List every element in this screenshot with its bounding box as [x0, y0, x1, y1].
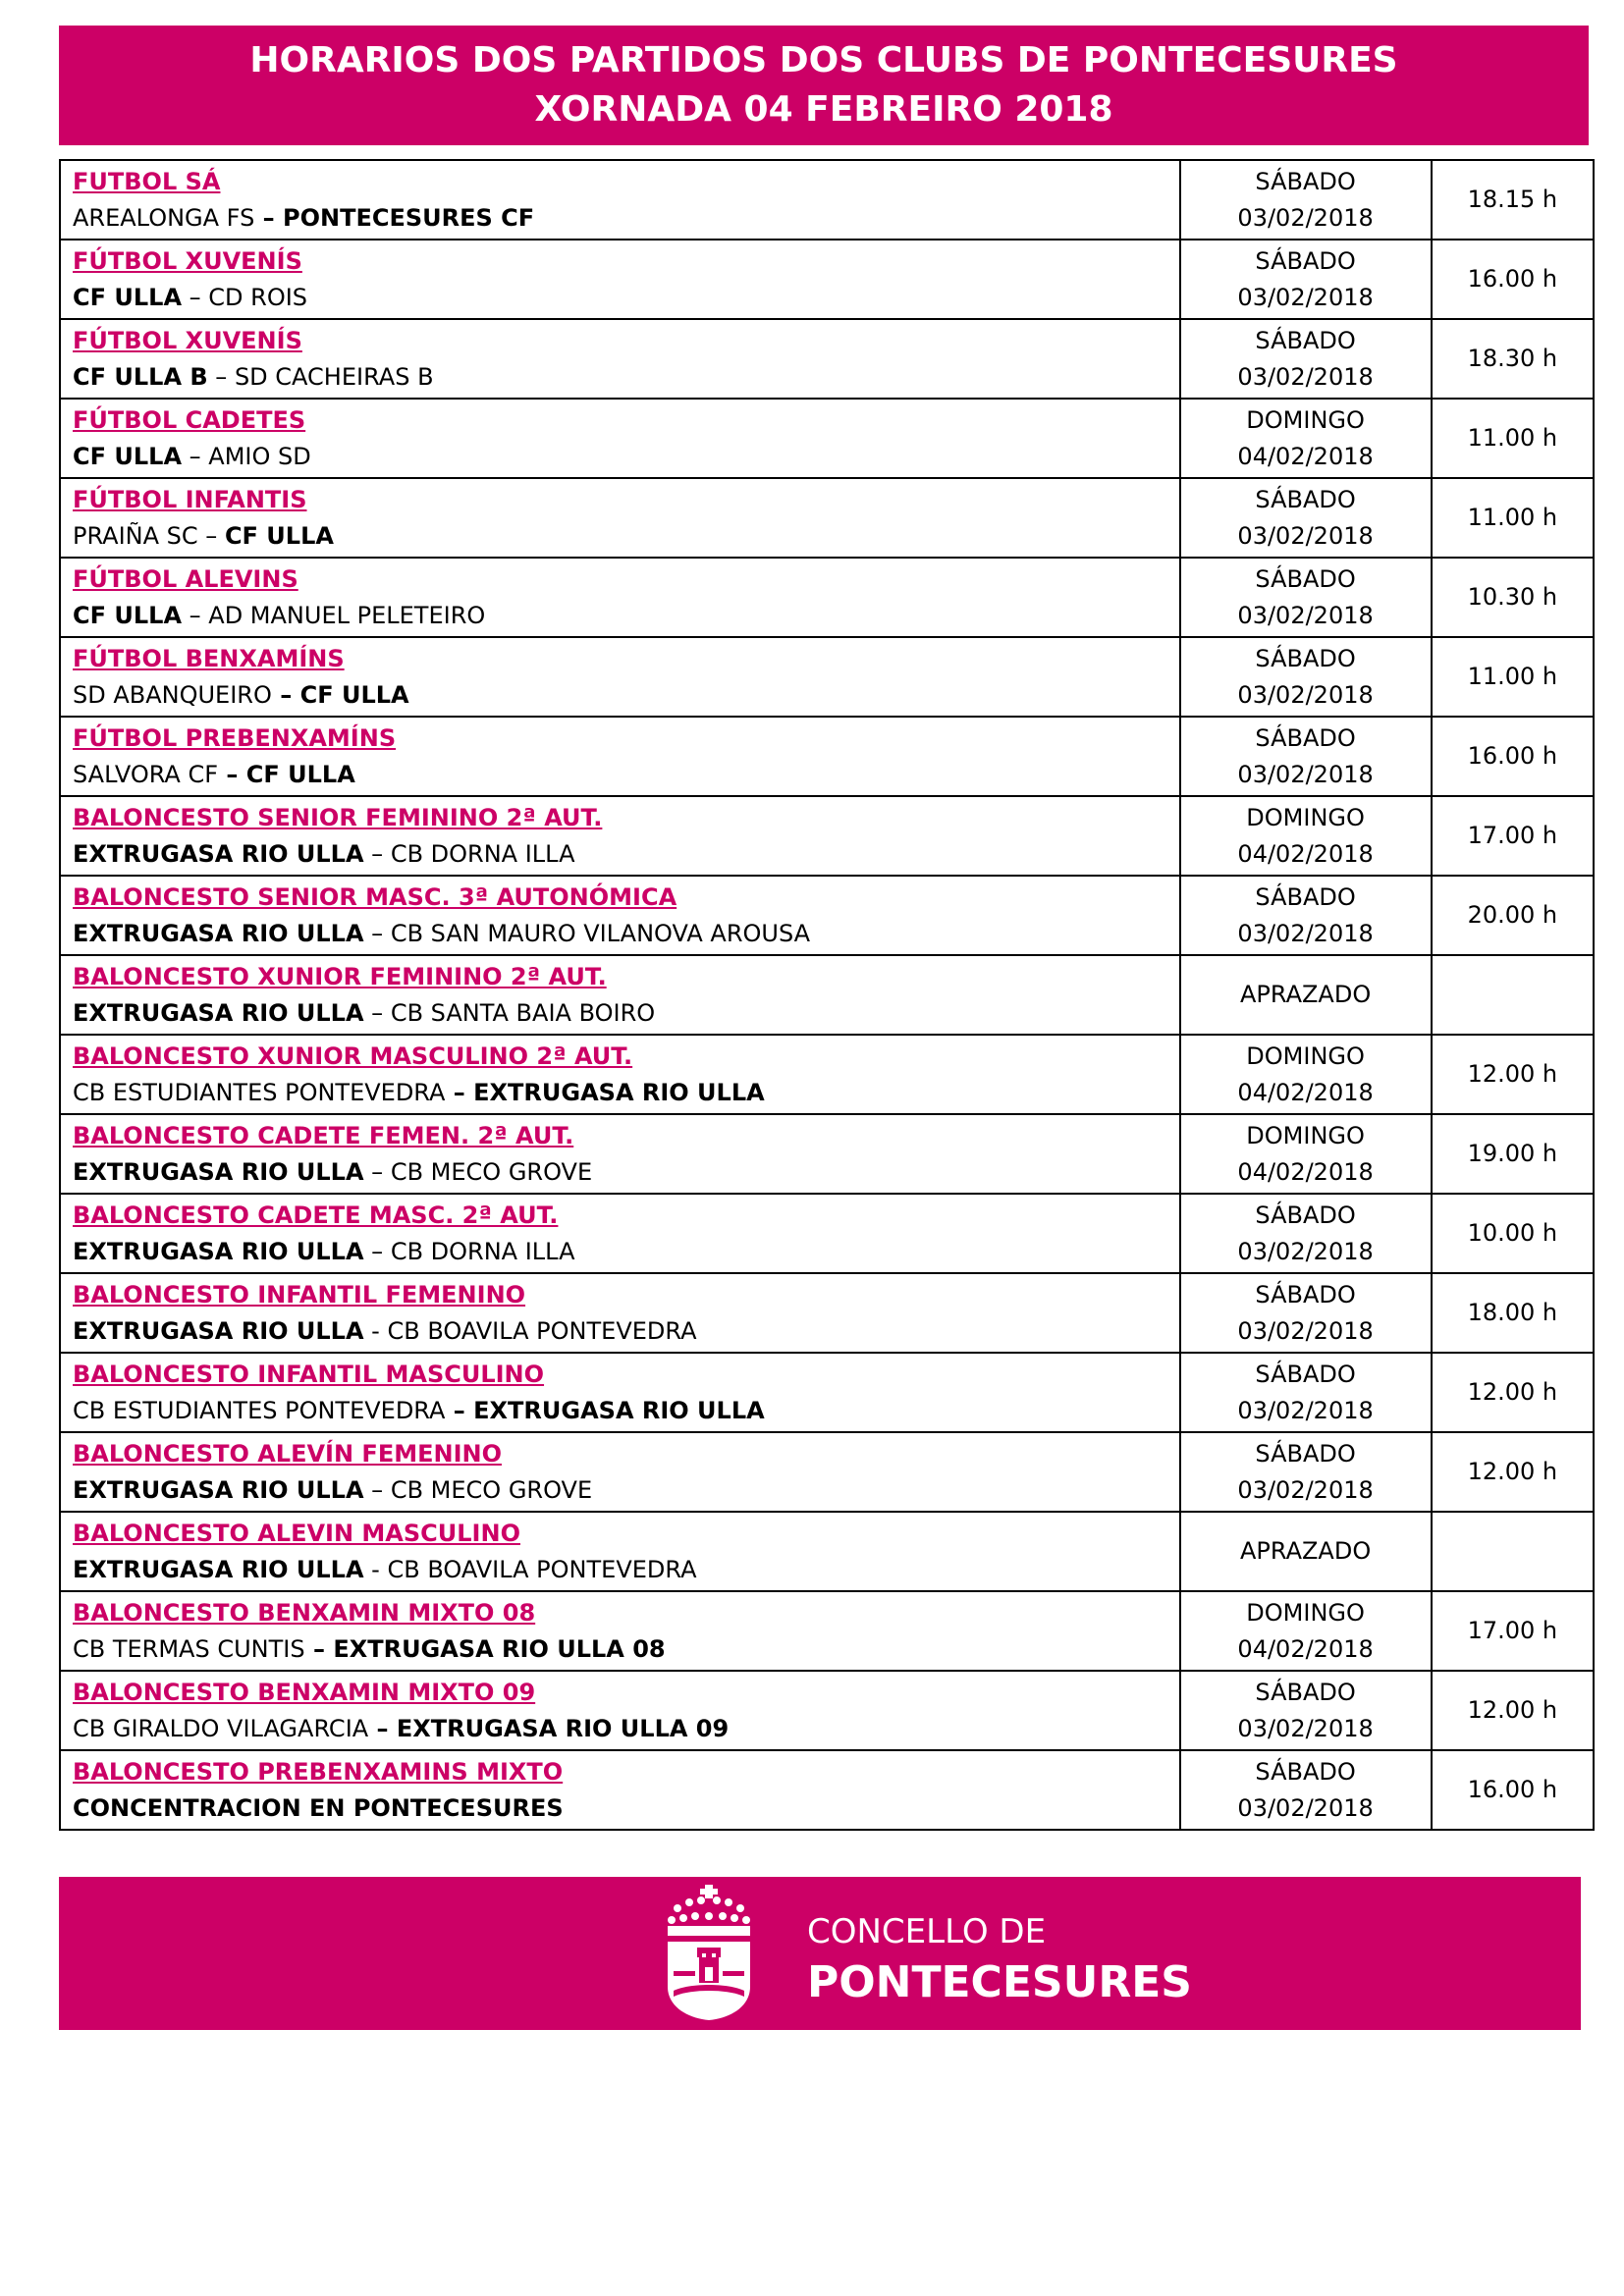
table-row — [60, 1353, 1594, 1432]
match-time: 20.00 h — [1432, 876, 1594, 955]
match-teams — [73, 1631, 1167, 1668]
team-segment: EXTRUGASA RIO ULLA — [473, 1396, 765, 1424]
team-segment: – — [363, 1475, 391, 1504]
team-segment: – — [254, 203, 284, 232]
team-segment: – — [271, 680, 300, 709]
team-segment: – — [207, 362, 235, 391]
match-cell — [60, 478, 1180, 558]
match-date: 03/02/2018 — [1237, 919, 1374, 947]
match-time — [1432, 1512, 1594, 1591]
table-row — [60, 1114, 1594, 1194]
team-segment: EXTRUGASA RIO ULLA — [73, 1316, 364, 1345]
match-date: 03/02/2018 — [1237, 1237, 1374, 1265]
table-row — [60, 876, 1594, 955]
match-teams — [73, 995, 1167, 1032]
match-category: FÚTBOL BENXAMÍNS — [73, 644, 345, 672]
match-category: FÚTBOL PREBENXAMÍNS — [73, 723, 397, 752]
match-cell — [60, 1432, 1180, 1512]
match-teams — [73, 439, 1167, 475]
match-cell — [60, 558, 1180, 637]
team-segment: SALVORA CF — [73, 760, 219, 788]
day-cell — [1180, 1432, 1432, 1512]
match-day: DOMINGO — [1246, 803, 1365, 831]
table-row — [60, 717, 1594, 796]
match-cell — [60, 1035, 1180, 1114]
match-time: 12.00 h — [1432, 1432, 1594, 1512]
team-segment: CB ESTUDIANTES PONTEVEDRA — [73, 1396, 446, 1424]
team-segment: CB MECO GROVE — [390, 1475, 593, 1504]
day-cell — [1180, 876, 1432, 955]
match-date: 04/02/2018 — [1237, 1157, 1374, 1186]
match-date: 04/02/2018 — [1237, 1078, 1374, 1106]
team-segment: CB GIRALDO VILAGARCIA — [73, 1714, 369, 1742]
day-cell — [1180, 717, 1432, 796]
team-segment: – — [363, 998, 391, 1027]
day-cell — [1180, 1591, 1432, 1671]
match-date: 03/02/2018 — [1237, 1396, 1374, 1424]
table-row — [60, 399, 1594, 478]
match-day: APRAZADO — [1239, 1537, 1372, 1565]
match-teams — [73, 836, 1167, 873]
table-row — [60, 1194, 1594, 1273]
match-teams — [73, 518, 1167, 555]
table-row — [60, 1432, 1594, 1512]
match-time: 16.00 h — [1432, 717, 1594, 796]
team-segment: EXTRUGASA RIO ULLA — [73, 839, 364, 868]
match-date: 03/02/2018 — [1237, 283, 1374, 311]
match-time: 11.00 h — [1432, 399, 1594, 478]
match-day: SÁBADO — [1255, 1439, 1356, 1468]
match-date: 03/02/2018 — [1237, 203, 1374, 232]
match-day: SÁBADO — [1255, 1360, 1356, 1388]
table-row — [60, 1035, 1594, 1114]
team-segment: – — [368, 1714, 397, 1742]
match-teams — [73, 200, 1167, 237]
match-cell — [60, 399, 1180, 478]
match-cell — [60, 240, 1180, 319]
match-category: BALONCESTO INFANTIL MASCULINO — [73, 1360, 545, 1388]
match-category: BALONCESTO SENIOR MASC. 3ª AUTONÓMICA — [73, 882, 677, 911]
team-segment: SD ABANQUEIRO — [73, 680, 272, 709]
match-cell — [60, 717, 1180, 796]
match-day: SÁBADO — [1255, 644, 1356, 672]
match-category: FÚTBOL ALEVINS — [73, 564, 298, 593]
match-category: BALONCESTO SENIOR FEMININO 2ª AUT. — [73, 803, 603, 831]
team-segment: CB DORNA ILLA — [390, 839, 575, 868]
day-cell — [1180, 637, 1432, 717]
match-cell — [60, 1750, 1180, 1830]
match-time: 12.00 h — [1432, 1353, 1594, 1432]
match-time: 11.00 h — [1432, 637, 1594, 717]
team-segment: CF ULLA — [224, 521, 334, 550]
match-day: SÁBADO — [1255, 1201, 1356, 1229]
match-category: BALONCESTO PREBENXAMINS MIXTO — [73, 1757, 564, 1786]
match-day: SÁBADO — [1255, 1280, 1356, 1308]
team-segment: CB SANTA BAIA BOIRO — [390, 998, 656, 1027]
team-segment: EXTRUGASA RIO ULLA — [73, 1475, 364, 1504]
day-cell — [1180, 319, 1432, 399]
match-category: BALONCESTO BENXAMIN MIXTO 08 — [73, 1598, 536, 1627]
match-cell — [60, 319, 1180, 399]
team-segment: EXTRUGASA RIO ULLA 08 — [333, 1634, 666, 1663]
match-date: 03/02/2018 — [1237, 601, 1374, 629]
team-segment: CF ULLA — [73, 442, 183, 470]
match-time: 19.00 h — [1432, 1114, 1594, 1194]
day-cell — [1180, 1671, 1432, 1750]
match-date: 03/02/2018 — [1237, 1475, 1374, 1504]
municipal-crest-icon — [660, 1885, 758, 2022]
match-time: 10.00 h — [1432, 1194, 1594, 1273]
match-cell — [60, 1194, 1180, 1273]
match-day: SÁBADO — [1255, 1757, 1356, 1786]
match-category: BALONCESTO ALEVÍN FEMENINO — [73, 1439, 502, 1468]
match-date: 04/02/2018 — [1237, 442, 1374, 470]
day-cell — [1180, 1353, 1432, 1432]
match-time: 17.00 h — [1432, 1591, 1594, 1671]
day-cell — [1180, 955, 1432, 1035]
match-cell — [60, 160, 1180, 240]
match-category: BALONCESTO ALEVIN MASCULINO — [73, 1519, 520, 1547]
match-category: BALONCESTO XUNIOR FEMININO 2ª AUT. — [73, 962, 607, 990]
team-segment: – — [182, 601, 209, 629]
team-segment: CB MECO GROVE — [390, 1157, 593, 1186]
day-cell — [1180, 1512, 1432, 1591]
table-row — [60, 240, 1594, 319]
match-time: 10.30 h — [1432, 558, 1594, 637]
match-date: 03/02/2018 — [1237, 760, 1374, 788]
match-day: DOMINGO — [1246, 1041, 1365, 1070]
table-row — [60, 1273, 1594, 1353]
match-teams — [73, 677, 1167, 714]
footer-line-pontecesures: PONTECESURES — [807, 1957, 1192, 2007]
team-segment: – — [218, 760, 246, 788]
match-category: FÚTBOL CADETES — [73, 405, 306, 434]
match-category: BALONCESTO CADETE MASC. 2ª AUT. — [73, 1201, 559, 1229]
match-day: SÁBADO — [1255, 326, 1356, 354]
team-segment: CONCENTRACION EN PONTECESURES — [73, 1793, 564, 1822]
match-date: 03/02/2018 — [1237, 1793, 1374, 1822]
team-segment: AMIO SD — [208, 442, 311, 470]
team-segment: CF ULLA — [73, 283, 183, 311]
day-cell — [1180, 160, 1432, 240]
match-date: 03/02/2018 — [1237, 1714, 1374, 1742]
team-segment: CB SAN MAURO VILANOVA AROUSA — [390, 919, 811, 947]
match-teams — [73, 1711, 1167, 1747]
match-cell — [60, 955, 1180, 1035]
match-day: SÁBADO — [1255, 564, 1356, 593]
team-segment: EXTRUGASA RIO ULLA — [73, 1237, 364, 1265]
match-time: 12.00 h — [1432, 1035, 1594, 1114]
day-cell — [1180, 1750, 1432, 1830]
team-segment: EXTRUGASA RIO ULLA — [73, 1157, 364, 1186]
match-category: BALONCESTO XUNIOR MASCULINO 2ª AUT. — [73, 1041, 633, 1070]
match-day: SÁBADO — [1255, 246, 1356, 275]
table-row — [60, 1591, 1594, 1671]
team-segment: CB BOAVILA PONTEVEDRA — [387, 1555, 697, 1583]
table-row — [60, 478, 1594, 558]
match-cell — [60, 1671, 1180, 1750]
match-category: FÚTBOL INFANTIS — [73, 485, 307, 513]
team-segment: – — [182, 442, 209, 470]
match-day: DOMINGO — [1246, 1121, 1365, 1149]
team-segment: – — [363, 1157, 391, 1186]
match-date: 03/02/2018 — [1237, 521, 1374, 550]
table-row — [60, 1671, 1594, 1750]
match-day: SÁBADO — [1255, 167, 1356, 195]
match-cell — [60, 1591, 1180, 1671]
match-category: FUTBOL SÁ — [73, 167, 221, 195]
match-teams — [73, 1393, 1167, 1429]
match-teams — [73, 1075, 1167, 1111]
page-subtitle: XORNADA 04 FEBREIRO 2018 — [534, 89, 1113, 130]
match-teams — [73, 1790, 1167, 1827]
table-row — [60, 160, 1594, 240]
match-teams — [73, 280, 1167, 316]
match-day: DOMINGO — [1246, 1598, 1365, 1627]
table-row — [60, 955, 1594, 1035]
match-cell — [60, 796, 1180, 876]
day-cell — [1180, 558, 1432, 637]
match-day: APRAZADO — [1239, 981, 1372, 1008]
day-cell — [1180, 796, 1432, 876]
team-segment: - — [363, 1555, 388, 1583]
match-teams — [73, 359, 1167, 396]
match-date: 04/02/2018 — [1237, 839, 1374, 868]
match-schedule-table — [59, 159, 1595, 1831]
team-segment: – — [363, 839, 391, 868]
match-teams — [73, 757, 1167, 793]
match-category: BALONCESTO INFANTIL FEMENINO — [73, 1280, 526, 1308]
table-row — [60, 796, 1594, 876]
team-segment: EXTRUGASA RIO ULLA — [73, 919, 364, 947]
team-segment: AREALONGA FS — [73, 203, 255, 232]
team-segment: CF ULLA — [73, 601, 183, 629]
match-teams — [73, 916, 1167, 952]
team-segment: – — [197, 521, 225, 550]
match-day: SÁBADO — [1255, 882, 1356, 911]
table-row — [60, 1512, 1594, 1591]
match-day: SÁBADO — [1255, 485, 1356, 513]
table-row — [60, 1750, 1594, 1830]
match-teams — [73, 1154, 1167, 1191]
team-segment: CB ESTUDIANTES PONTEVEDRA — [73, 1078, 446, 1106]
page-header — [59, 26, 1589, 145]
team-segment: – — [182, 283, 209, 311]
day-cell — [1180, 1114, 1432, 1194]
match-cell — [60, 1353, 1180, 1432]
match-teams — [73, 1234, 1167, 1270]
team-segment: AD MANUEL PELETEIRO — [208, 601, 486, 629]
match-cell — [60, 1273, 1180, 1353]
match-time: 18.00 h — [1432, 1273, 1594, 1353]
team-segment: – — [304, 1634, 334, 1663]
team-segment: - — [363, 1316, 388, 1345]
match-category: BALONCESTO BENXAMIN MIXTO 09 — [73, 1678, 536, 1706]
match-time: 18.15 h — [1432, 160, 1594, 240]
match-category: FÚTBOL XUVENÍS — [73, 246, 302, 275]
table-row — [60, 558, 1594, 637]
match-day: SÁBADO — [1255, 723, 1356, 752]
match-time: 18.30 h — [1432, 319, 1594, 399]
match-date: 04/02/2018 — [1237, 1634, 1374, 1663]
day-cell — [1180, 1194, 1432, 1273]
team-segment: CB DORNA ILLA — [390, 1237, 575, 1265]
match-cell — [60, 1114, 1180, 1194]
match-day: SÁBADO — [1255, 1678, 1356, 1706]
team-segment: CD ROIS — [208, 283, 308, 311]
match-teams — [73, 1313, 1167, 1350]
match-cell — [60, 1512, 1180, 1591]
team-segment: – — [445, 1078, 474, 1106]
team-segment: EXTRUGASA RIO ULLA — [473, 1078, 765, 1106]
match-teams — [73, 1552, 1167, 1588]
team-segment: – — [363, 919, 391, 947]
match-cell — [60, 637, 1180, 717]
match-time: 16.00 h — [1432, 240, 1594, 319]
team-segment: CF ULLA B — [73, 362, 208, 391]
team-segment: CF ULLA — [245, 760, 355, 788]
team-segment: PONTECESURES CF — [283, 203, 535, 232]
team-segment: – — [363, 1237, 391, 1265]
match-cell — [60, 876, 1180, 955]
team-segment: CB BOAVILA PONTEVEDRA — [387, 1316, 697, 1345]
day-cell — [1180, 399, 1432, 478]
match-teams — [73, 598, 1167, 634]
match-teams — [73, 1472, 1167, 1509]
match-time — [1432, 955, 1594, 1035]
match-date: 03/02/2018 — [1237, 362, 1374, 391]
team-segment: EXTRUGASA RIO ULLA — [73, 998, 364, 1027]
team-segment: CB TERMAS CUNTIS — [73, 1634, 305, 1663]
day-cell — [1180, 1035, 1432, 1114]
day-cell — [1180, 478, 1432, 558]
match-category: FÚTBOL XUVENÍS — [73, 326, 302, 354]
table-row — [60, 637, 1594, 717]
match-time: 12.00 h — [1432, 1671, 1594, 1750]
footer-banner — [59, 1877, 1581, 2030]
match-category: BALONCESTO CADETE FEMEN. 2ª AUT. — [73, 1121, 574, 1149]
day-cell — [1180, 240, 1432, 319]
team-segment: SD CACHEIRAS B — [234, 362, 434, 391]
match-date: 03/02/2018 — [1237, 680, 1374, 709]
table-row — [60, 319, 1594, 399]
team-segment: EXTRUGASA RIO ULLA — [73, 1555, 364, 1583]
team-segment: PRAIÑA SC — [73, 521, 198, 550]
match-date: 03/02/2018 — [1237, 1316, 1374, 1345]
match-time: 17.00 h — [1432, 796, 1594, 876]
page-title: HORARIOS DOS PARTIDOS DOS CLUBS DE PONTECESURES — [249, 40, 1398, 80]
team-segment: – — [445, 1396, 474, 1424]
match-time: 16.00 h — [1432, 1750, 1594, 1830]
match-time: 11.00 h — [1432, 478, 1594, 558]
match-day: DOMINGO — [1246, 405, 1365, 434]
team-segment: CF ULLA — [299, 680, 409, 709]
footer-line-concello: CONCELLO DE — [807, 1912, 1047, 1951]
team-segment: EXTRUGASA RIO ULLA 09 — [396, 1714, 730, 1742]
day-cell — [1180, 1273, 1432, 1353]
